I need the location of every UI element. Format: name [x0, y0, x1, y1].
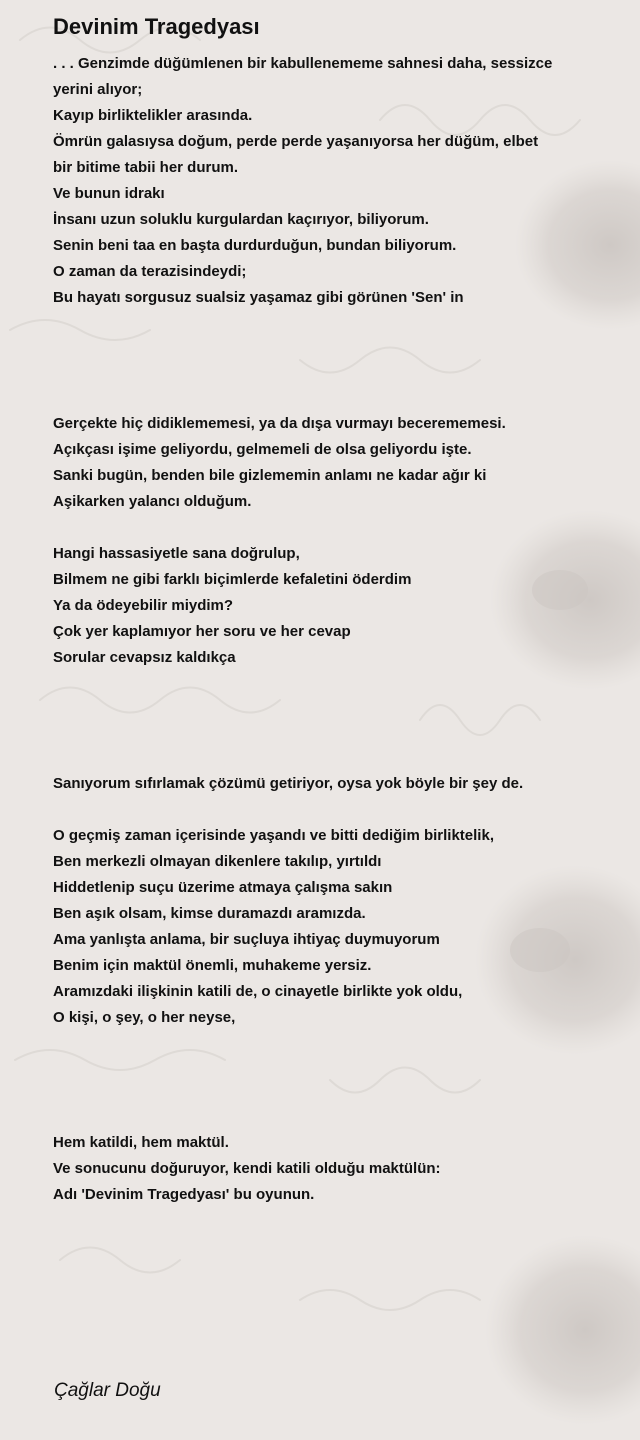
poem-line: yerini alıyor; [53, 81, 143, 98]
poem-line: Sorular cevapsız kaldıkça [53, 649, 236, 666]
poem-line: Senin beni taa en başta durdurduğun, bundan biliyorum. [53, 237, 457, 254]
poem-line: Çok yer kaplamıyor her soru ve her cevap [53, 623, 351, 640]
poem-line: Kayıp birliktelikler arasında. [53, 107, 253, 124]
stanza-5 [53, 823, 613, 1031]
poem-line: Ya da ödeyebilir miydim? [53, 597, 234, 614]
poem-line: Ve sonucunu doğuruyor, kendi katili olduğu maktülün: [53, 1160, 441, 1177]
stanza-1 [53, 51, 613, 311]
poem-line: Benim için maktül önemli, muhakeme yersiz. [53, 957, 372, 974]
poem-author: Çağlar Doğu [54, 1380, 161, 1401]
poem-line: Adı 'Devinim Tragedyası' bu oyunun. [53, 1186, 315, 1203]
poem-line: Ömrün galasıysa doğum, perde perde yaşanıyorsa her düğüm, elbet [53, 133, 539, 150]
poem-line: Gerçekte hiç didiklememesi, ya da dışa vurmayı becerememesi. [53, 415, 506, 432]
poem-line: Açıkçası işime geliyordu, gelmemeli de olsa geliyordu işte. [53, 441, 472, 458]
poem-title: Devinim Tragedyası [53, 14, 260, 39]
poem-line: Hiddetlenip suçu üzerime atmaya çalışma sakın [53, 879, 393, 896]
poem-line: Bu hayatı sorgusuz sualsiz yaşamaz gibi görünen 'Sen' in [53, 289, 464, 306]
stanza-4 [53, 771, 613, 797]
poem-line: O geçmiş zaman içerisinde yaşandı ve bitti dediğim birliktelik, [53, 827, 494, 844]
poem-line: Ben aşık olsam, kimse duramazdı aramızda. [53, 905, 366, 922]
poem-line: İnsanı uzun soluklu kurgulardan kaçırıyor, biliyorum. [53, 211, 429, 228]
poem-line: Bilmem ne gibi farklı biçimlerde kefaletini öderdim [53, 571, 412, 588]
stanza-2 [53, 411, 613, 515]
poem-line: Aramızdaki ilişkinin katili de, o cinayetle birlikte yok oldu, [53, 983, 463, 1000]
poem-line: Sanki bugün, benden bile gizlememin anlamı ne kadar ağır ki [53, 467, 487, 484]
poem-line: Ve bunun idrakı [53, 185, 165, 202]
poem-line: Sanıyorum sıfırlamak çözümü getiriyor, oysa yok böyle bir şey de. [53, 775, 524, 792]
poem-line: Ama yanlışta anlama, bir suçluya ihtiyaç duymuyorum [53, 931, 440, 948]
poem-line: Aşikarken yalancı olduğum. [53, 493, 252, 510]
poem-line: . . . Genzimde düğümlenen bir kabullenememe sahnesi daha, sessizce [53, 55, 553, 72]
poem-line: Ben merkezli olmayan dikenlere takılıp, yırtıldı [53, 853, 382, 870]
poem-line: O zaman da terazisindeydi; [53, 263, 247, 280]
poem-line: bir bitime tabii her durum. [53, 159, 239, 176]
stanza-3 [53, 541, 613, 671]
poem-line: O kişi, o şey, o her neyse, [53, 1009, 236, 1026]
poem-line: Hem katildi, hem maktül. [53, 1134, 229, 1151]
stanza-6 [53, 1130, 613, 1208]
poem-line: Hangi hassasiyetle sana doğrulup, [53, 545, 300, 562]
